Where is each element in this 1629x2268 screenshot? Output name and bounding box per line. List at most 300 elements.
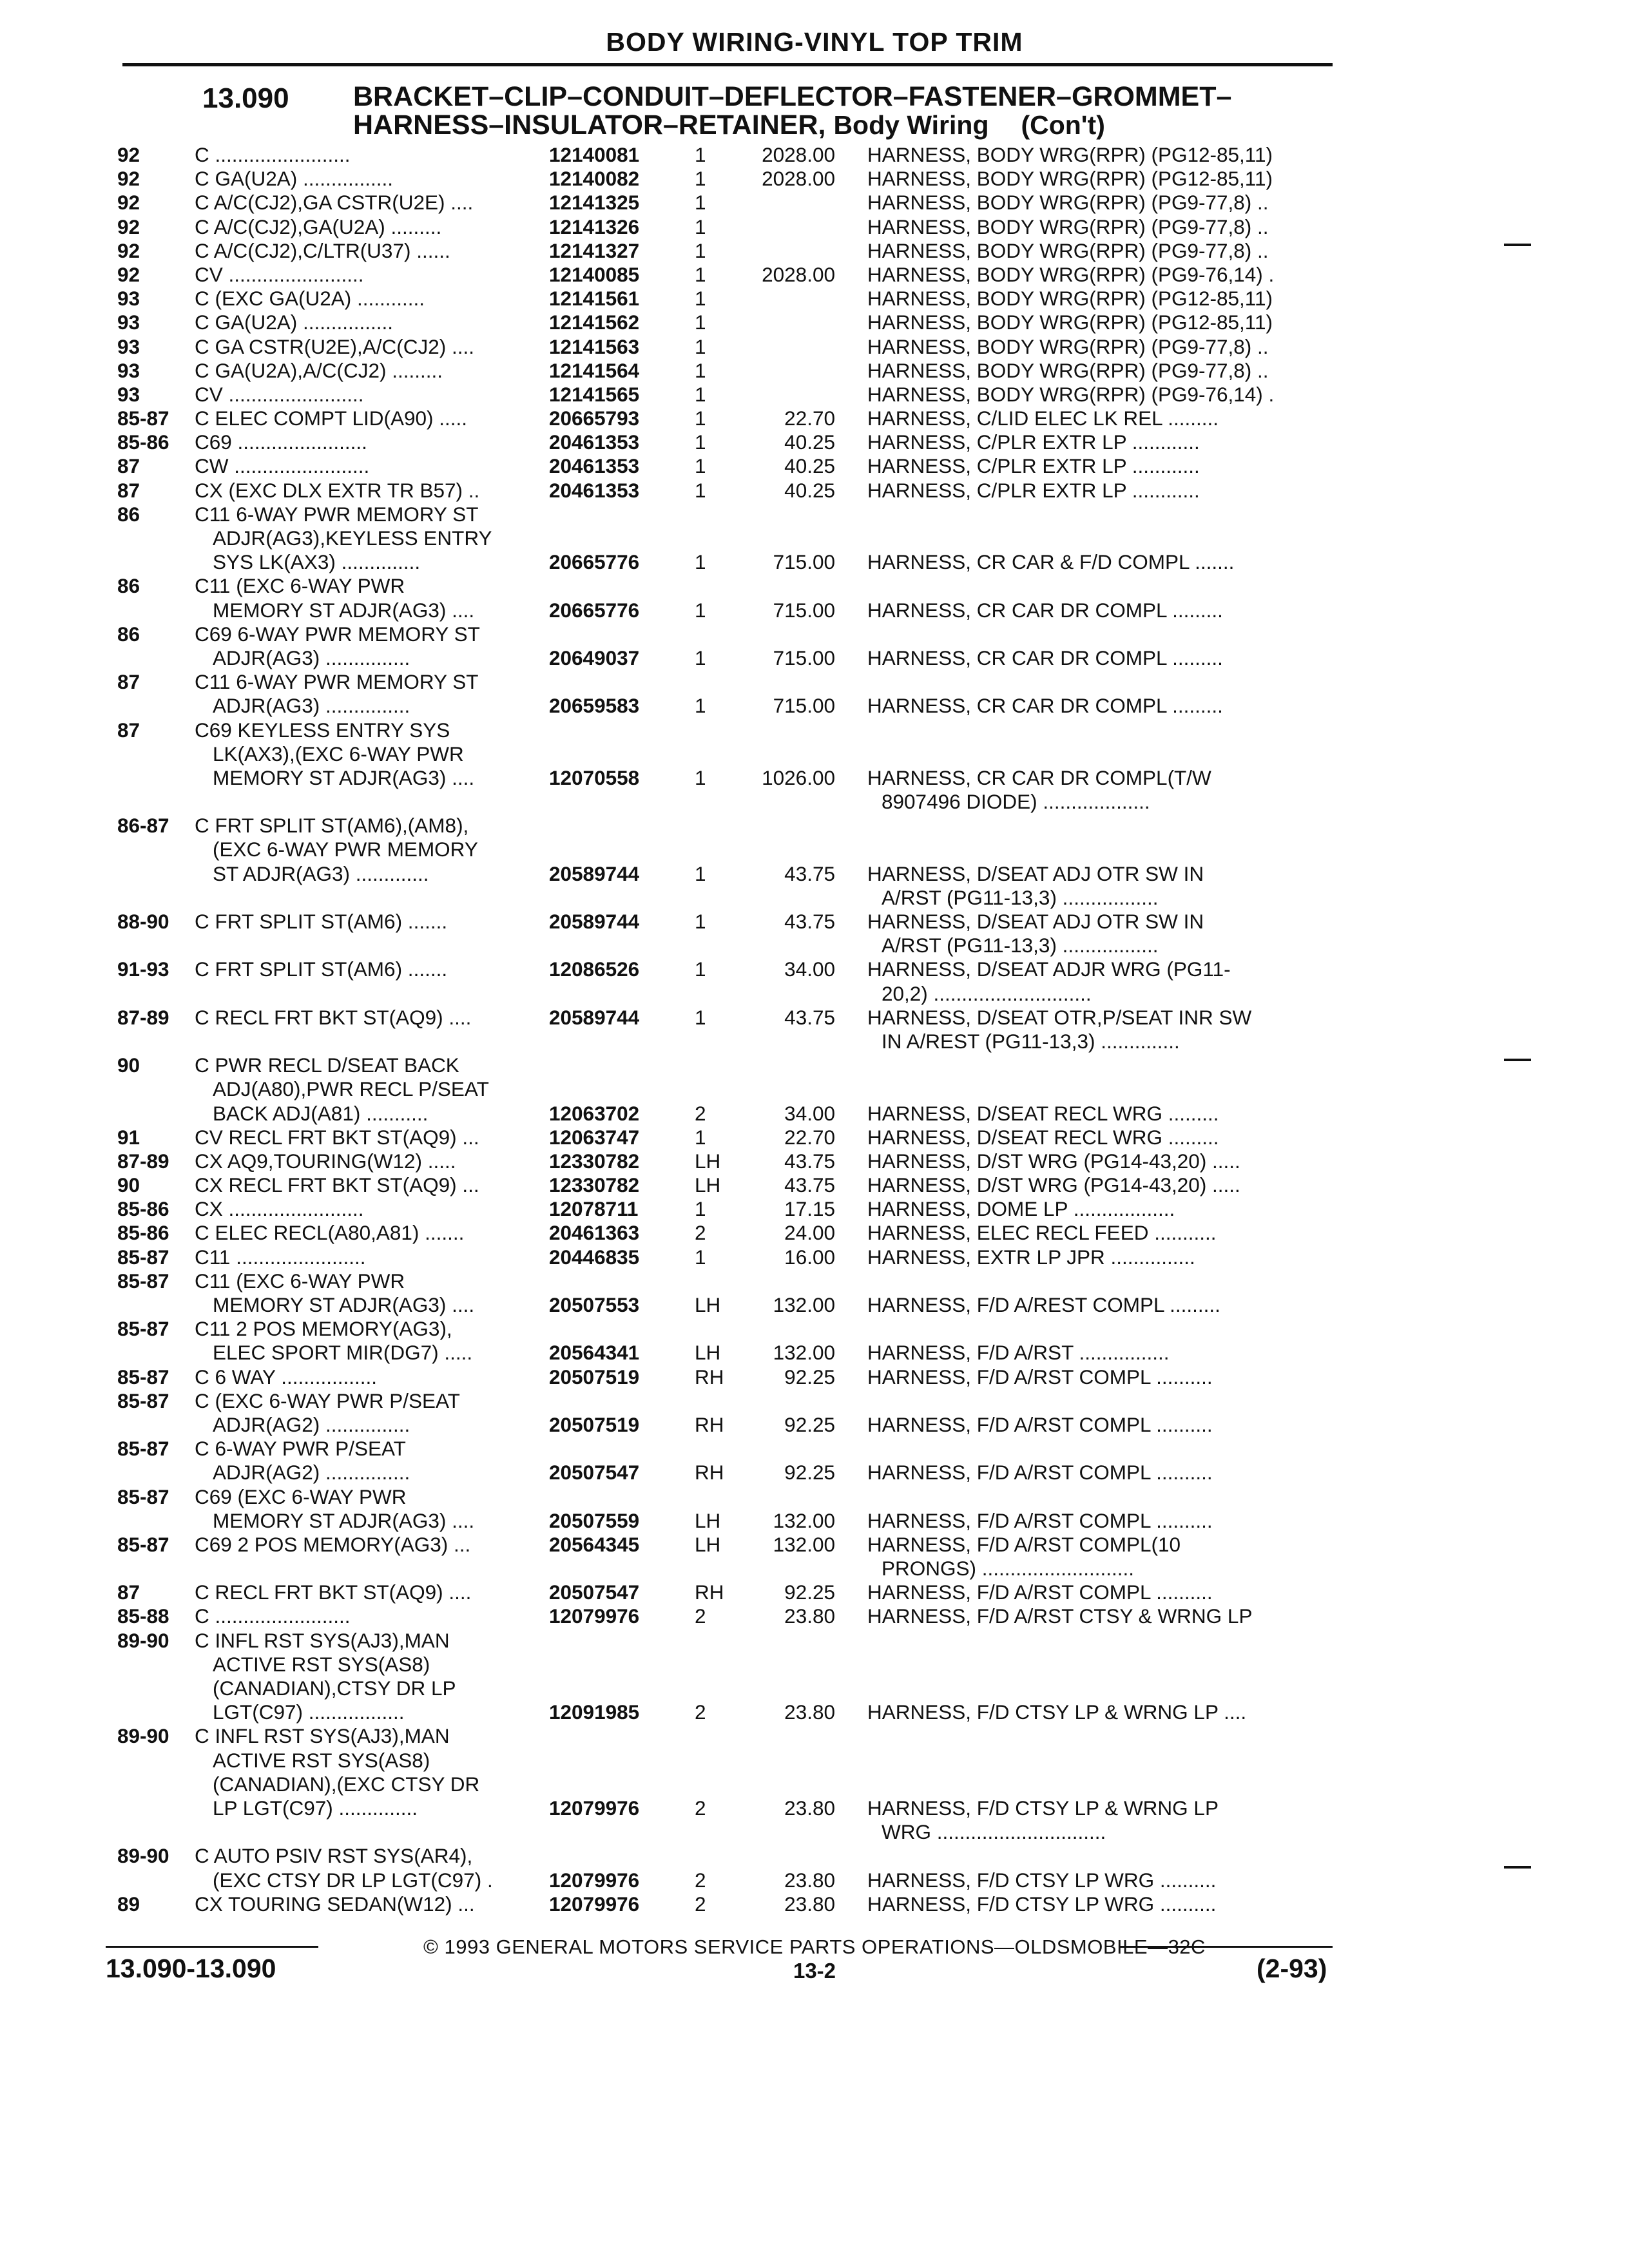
part-number: 12330782 bbox=[549, 1149, 640, 1173]
part-number: 20659583 bbox=[549, 694, 640, 718]
quantity: 1 bbox=[695, 358, 706, 382]
quantity: 2 bbox=[695, 1221, 706, 1245]
quantity: LH bbox=[695, 1173, 721, 1197]
table-row bbox=[0, 1677, 1629, 1700]
model-year: 85-87 bbox=[117, 1245, 169, 1269]
model-year: 85-86 bbox=[117, 430, 169, 454]
list-price: 43.75 bbox=[784, 1005, 835, 1029]
part-number: 20649037 bbox=[549, 646, 640, 669]
application-desc: (CANADIAN),CTSY DR LP bbox=[213, 1677, 456, 1700]
table-row bbox=[0, 1581, 1629, 1604]
part-name: HARNESS, CR CAR DR COMPL ......... bbox=[867, 646, 1223, 669]
part-number: 12140082 bbox=[549, 167, 640, 191]
part-name: IN A/REST (PG11-13,3) .............. bbox=[882, 1029, 1180, 1053]
quantity: 1 bbox=[695, 694, 706, 718]
application-desc: ADJR(AG3),KEYLESS ENTRY bbox=[213, 526, 492, 550]
model-year: 87 bbox=[117, 478, 140, 502]
table-row bbox=[0, 1053, 1629, 1077]
quantity: 1 bbox=[695, 765, 706, 789]
application-desc: C AUTO PSIV RST SYS(AR4), bbox=[195, 1844, 473, 1868]
table-row bbox=[0, 1126, 1629, 1149]
model-year: 91 bbox=[117, 1125, 140, 1149]
table-row bbox=[0, 407, 1629, 430]
table-row bbox=[0, 1317, 1629, 1341]
table-row bbox=[0, 1173, 1629, 1197]
table-row bbox=[0, 1245, 1629, 1269]
table-row bbox=[0, 646, 1629, 670]
table-row bbox=[0, 143, 1629, 167]
model-year: 85-86 bbox=[117, 1197, 169, 1221]
model-year: 90 bbox=[117, 1173, 140, 1197]
table-row bbox=[0, 1341, 1629, 1365]
list-price: 40.25 bbox=[784, 430, 835, 454]
table-row bbox=[0, 1773, 1629, 1796]
part-name: HARNESS, CR CAR & F/D COMPL ....... bbox=[867, 550, 1235, 574]
part-name: HARNESS, BODY WRG(RPR) (PG12-85,11) bbox=[867, 287, 1273, 311]
table-row bbox=[0, 454, 1629, 478]
list-price: 2028.00 bbox=[762, 262, 835, 286]
part-number: 12140085 bbox=[549, 262, 640, 286]
part-number: 12063747 bbox=[549, 1125, 640, 1149]
quantity: 1 bbox=[695, 238, 706, 262]
part-number: 20589744 bbox=[549, 910, 640, 933]
table-row bbox=[0, 550, 1629, 574]
table-row bbox=[0, 1102, 1629, 1126]
list-price: 92.25 bbox=[784, 1461, 835, 1485]
application-desc: CV RECL FRT BKT ST(AQ9) ... bbox=[195, 1125, 479, 1149]
application-desc: C GA(U2A),A/C(CJ2) ......... bbox=[195, 358, 443, 382]
table-row bbox=[0, 934, 1629, 957]
part-name: A/RST (PG11-13,3) ................. bbox=[882, 885, 1159, 909]
list-price: 16.00 bbox=[784, 1245, 835, 1269]
margin-mark bbox=[1504, 1059, 1531, 1061]
application-desc: ELEC SPORT MIR(DG7) ..... bbox=[213, 1341, 473, 1365]
part-number: 12079976 bbox=[549, 1796, 640, 1820]
table-row bbox=[0, 1629, 1629, 1653]
quantity: LH bbox=[695, 1508, 721, 1532]
model-year: 86-87 bbox=[117, 814, 169, 838]
section-title-line2-text: HARNESS–INSULATOR–RETAINER, bbox=[353, 110, 826, 140]
application-desc: (EXC CTSY DR LP LGT(C97) . bbox=[213, 1868, 493, 1892]
table-row bbox=[0, 838, 1629, 861]
table-row bbox=[0, 766, 1629, 790]
application-desc: C INFL RST SYS(AJ3),MAN bbox=[195, 1724, 450, 1748]
part-name: HARNESS, BODY WRG(RPR) (PG12-85,11) bbox=[867, 167, 1273, 191]
application-desc: C11 6-WAY PWR MEMORY ST bbox=[195, 502, 479, 526]
model-year: 85-87 bbox=[117, 1365, 169, 1389]
part-name: HARNESS, F/D A/RST COMPL(10 bbox=[867, 1532, 1181, 1556]
model-year: 93 bbox=[117, 382, 140, 406]
model-year: 87 bbox=[117, 670, 140, 694]
model-year: 93 bbox=[117, 334, 140, 358]
part-number: 20589744 bbox=[549, 861, 640, 885]
part-name: HARNESS, F/D CTSY LP & WRNG LP bbox=[867, 1796, 1219, 1820]
table-row bbox=[0, 1197, 1629, 1221]
quantity: RH bbox=[695, 1581, 724, 1604]
list-price: 24.00 bbox=[784, 1221, 835, 1245]
table-row bbox=[0, 215, 1629, 239]
part-number: 12079976 bbox=[549, 1892, 640, 1916]
list-price: 715.00 bbox=[773, 694, 835, 718]
table-row bbox=[0, 1796, 1629, 1820]
table-row bbox=[0, 359, 1629, 383]
model-year: 86 bbox=[117, 574, 140, 598]
table-row bbox=[0, 1293, 1629, 1317]
application-desc: C GA(U2A) ................ bbox=[195, 167, 394, 191]
application-desc: C INFL RST SYS(AJ3),MAN bbox=[195, 1628, 450, 1652]
quantity: 2 bbox=[695, 1892, 706, 1916]
part-number: 20564341 bbox=[549, 1341, 640, 1365]
application-desc: C69 KEYLESS ENTRY SYS bbox=[195, 718, 450, 742]
application-desc: ACTIVE RST SYS(AS8) bbox=[213, 1652, 430, 1676]
table-row bbox=[0, 718, 1629, 742]
part-name: HARNESS, D/ST WRG (PG14-43,20) ..... bbox=[867, 1173, 1240, 1197]
quantity: 1 bbox=[695, 215, 706, 238]
quantity: 1 bbox=[695, 957, 706, 981]
part-number: 12141564 bbox=[549, 358, 640, 382]
list-price: 22.70 bbox=[784, 1125, 835, 1149]
part-name: HARNESS, F/D A/RST COMPL .......... bbox=[867, 1365, 1213, 1389]
table-row bbox=[0, 1269, 1629, 1293]
part-name: HARNESS, BODY WRG(RPR) (PG9-77,8) .. bbox=[867, 215, 1269, 238]
table-row bbox=[0, 1006, 1629, 1030]
list-price: 43.75 bbox=[784, 910, 835, 933]
table-row bbox=[0, 1892, 1629, 1916]
list-price: 43.75 bbox=[784, 1173, 835, 1197]
quantity: LH bbox=[695, 1149, 721, 1173]
part-number: 12330782 bbox=[549, 1173, 640, 1197]
application-desc: LK(AX3),(EXC 6-WAY PWR bbox=[213, 742, 464, 765]
part-name: HARNESS, CR CAR DR COMPL(T/W bbox=[867, 765, 1211, 789]
table-row bbox=[0, 1844, 1629, 1868]
model-year: 89-90 bbox=[117, 1628, 169, 1652]
quantity: RH bbox=[695, 1461, 724, 1485]
table-row bbox=[0, 862, 1629, 886]
part-number: 20446835 bbox=[549, 1245, 640, 1269]
part-name: HARNESS, D/SEAT RECL WRG ......... bbox=[867, 1101, 1219, 1125]
application-desc: C FRT SPLIT ST(AM6) ....... bbox=[195, 910, 448, 933]
table-row bbox=[0, 311, 1629, 334]
part-name: HARNESS, C/LID ELEC LK REL ......... bbox=[867, 407, 1219, 430]
part-name: WRG .............................. bbox=[882, 1820, 1106, 1844]
list-price: 715.00 bbox=[773, 550, 835, 574]
application-desc: (EXC 6-WAY PWR MEMORY bbox=[213, 838, 478, 861]
section-subtitle: Body Wiring bbox=[833, 110, 989, 140]
part-name: HARNESS, D/SEAT ADJ OTR SW IN bbox=[867, 910, 1204, 933]
application-desc: ACTIVE RST SYS(AS8) bbox=[213, 1748, 430, 1772]
part-name: HARNESS, BODY WRG(RPR) (PG9-76,14) . bbox=[867, 382, 1275, 406]
application-desc: C ........................ bbox=[195, 143, 351, 166]
model-year: 85-87 bbox=[117, 1317, 169, 1341]
application-desc: CX ........................ bbox=[195, 1197, 364, 1221]
table-row bbox=[0, 814, 1629, 838]
application-desc: C FRT SPLIT ST(AM6) ....... bbox=[195, 957, 448, 981]
model-year: 85-88 bbox=[117, 1604, 169, 1628]
part-name: HARNESS, F/D A/RST COMPL .......... bbox=[867, 1412, 1213, 1436]
list-price: 17.15 bbox=[784, 1197, 835, 1221]
table-row bbox=[0, 335, 1629, 359]
quantity: LH bbox=[695, 1293, 721, 1316]
list-price: 132.00 bbox=[773, 1532, 835, 1556]
application-desc: C A/C(CJ2),GA(U2A) ......... bbox=[195, 215, 442, 238]
revision-date: (2-93) bbox=[1257, 1954, 1327, 1983]
application-desc: C 6-WAY PWR P/SEAT bbox=[195, 1437, 406, 1461]
application-desc: CX TOURING SEDAN(W12) ... bbox=[195, 1892, 475, 1916]
quantity: 1 bbox=[695, 143, 706, 166]
application-desc: C A/C(CJ2),C/LTR(U37) ...... bbox=[195, 238, 450, 262]
quantity: 1 bbox=[695, 1245, 706, 1269]
model-year: 89 bbox=[117, 1892, 140, 1916]
application-desc: C FRT SPLIT ST(AM6),(AM8), bbox=[195, 814, 469, 838]
model-year: 85-87 bbox=[117, 1437, 169, 1461]
model-year: 88-90 bbox=[117, 910, 169, 933]
application-desc: C11 (EXC 6-WAY PWR bbox=[195, 574, 405, 598]
part-name: HARNESS, DOME LP .................. bbox=[867, 1197, 1175, 1221]
table-row bbox=[0, 1724, 1629, 1748]
application-desc: CX (EXC DLX EXTR TR B57) .. bbox=[195, 478, 480, 502]
list-price: 43.75 bbox=[784, 1149, 835, 1173]
model-year: 86 bbox=[117, 622, 140, 646]
table-row bbox=[0, 622, 1629, 646]
table-row bbox=[0, 1749, 1629, 1773]
list-price: 34.00 bbox=[784, 957, 835, 981]
model-year: 92 bbox=[117, 238, 140, 262]
quantity: 1 bbox=[695, 287, 706, 311]
table-row bbox=[0, 1413, 1629, 1437]
model-year: 90 bbox=[117, 1053, 140, 1077]
part-name: HARNESS, BODY WRG(RPR) (PG12-85,11) bbox=[867, 143, 1273, 166]
model-year: 86 bbox=[117, 502, 140, 526]
model-year: 87 bbox=[117, 1581, 140, 1604]
part-number: 20461363 bbox=[549, 1221, 640, 1245]
part-number: 20564345 bbox=[549, 1532, 640, 1556]
part-name: HARNESS, D/ST WRG (PG14-43,20) ..... bbox=[867, 1149, 1240, 1173]
table-row bbox=[0, 1700, 1629, 1724]
application-desc: ADJR(AG2) ............... bbox=[213, 1461, 410, 1485]
table-row bbox=[0, 1030, 1629, 1053]
part-name: A/RST (PG11-13,3) ................. bbox=[882, 934, 1159, 957]
part-number: 12091985 bbox=[549, 1700, 640, 1724]
model-year: 87 bbox=[117, 454, 140, 478]
quantity: 1 bbox=[695, 191, 706, 215]
application-desc: (CANADIAN),(EXC CTSY DR bbox=[213, 1772, 480, 1796]
table-row bbox=[0, 982, 1629, 1006]
table-row bbox=[0, 1869, 1629, 1892]
page-number: 13-2 bbox=[793, 1959, 836, 1983]
quantity: 1 bbox=[695, 1197, 706, 1221]
list-price: 23.80 bbox=[784, 1700, 835, 1724]
copyright-notice: © 1993 GENERAL MOTORS SERVICE PARTS OPERATIONS—OLDSMOBILE—32C bbox=[423, 1936, 1206, 1958]
quantity: 1 bbox=[695, 334, 706, 358]
list-price: 715.00 bbox=[773, 598, 835, 622]
application-desc: C ........................ bbox=[195, 1604, 351, 1628]
model-year: 92 bbox=[117, 262, 140, 286]
part-number: 20589744 bbox=[549, 1005, 640, 1029]
model-year: 89-90 bbox=[117, 1844, 169, 1868]
part-number: 12141325 bbox=[549, 191, 640, 215]
section-title bbox=[353, 82, 1231, 139]
application-desc: C69 2 POS MEMORY(AG3) ... bbox=[195, 1532, 471, 1556]
list-price: 92.25 bbox=[784, 1365, 835, 1389]
page-title: BODY WIRING-VINYL TOP TRIM bbox=[606, 27, 1023, 57]
quantity: 1 bbox=[695, 454, 706, 478]
table-row bbox=[0, 1533, 1629, 1557]
part-name: HARNESS, CR CAR DR COMPL ......... bbox=[867, 694, 1223, 718]
model-year: 91-93 bbox=[117, 957, 169, 981]
margin-mark bbox=[1504, 244, 1531, 246]
part-number: 20665776 bbox=[549, 550, 640, 574]
part-name: HARNESS, ELEC RECL FEED ........... bbox=[867, 1221, 1217, 1245]
part-number: 20507519 bbox=[549, 1412, 640, 1436]
application-desc: C69 (EXC 6-WAY PWR bbox=[195, 1485, 407, 1508]
quantity: 1 bbox=[695, 167, 706, 191]
quantity: 2 bbox=[695, 1796, 706, 1820]
application-desc: ADJR(AG3) ............... bbox=[213, 646, 410, 669]
model-year: 93 bbox=[117, 311, 140, 334]
table-row bbox=[0, 910, 1629, 934]
list-price: 92.25 bbox=[784, 1581, 835, 1604]
table-row bbox=[0, 263, 1629, 287]
application-desc: C RECL FRT BKT ST(AQ9) .... bbox=[195, 1581, 472, 1604]
model-year: 85-87 bbox=[117, 1532, 169, 1556]
model-year: 93 bbox=[117, 358, 140, 382]
model-year: 92 bbox=[117, 143, 140, 166]
application-desc: CW ........................ bbox=[195, 454, 370, 478]
section-title-line1: BRACKET–CLIP–CONDUIT–DEFLECTOR–FASTENER–GROMMET– bbox=[353, 81, 1232, 112]
header-rule bbox=[122, 63, 1333, 66]
application-desc: C11 6-WAY PWR MEMORY ST bbox=[195, 670, 479, 694]
quantity: 1 bbox=[695, 478, 706, 502]
model-year: 87-89 bbox=[117, 1149, 169, 1173]
part-number: 20665793 bbox=[549, 407, 640, 430]
part-name: HARNESS, F/D A/RST COMPL .......... bbox=[867, 1581, 1213, 1604]
list-price: 43.75 bbox=[784, 861, 835, 885]
table-row bbox=[0, 239, 1629, 263]
part-number: 12141561 bbox=[549, 287, 640, 311]
section-range: 13.090-13.090 bbox=[106, 1954, 276, 1983]
list-price: 2028.00 bbox=[762, 143, 835, 166]
part-number: 12078711 bbox=[549, 1197, 639, 1221]
part-name: HARNESS, EXTR LP JPR ............... bbox=[867, 1245, 1195, 1269]
quantity: 1 bbox=[695, 1005, 706, 1029]
table-row bbox=[0, 1820, 1629, 1844]
part-name: HARNESS, BODY WRG(RPR) (PG9-76,14) . bbox=[867, 262, 1275, 286]
application-desc: ADJ(A80),PWR RECL P/SEAT bbox=[213, 1077, 489, 1101]
part-name: HARNESS, F/D CTSY LP WRG .......... bbox=[867, 1868, 1217, 1892]
application-desc: ADJR(AG3) ............... bbox=[213, 694, 410, 718]
part-number: 12086526 bbox=[549, 957, 640, 981]
part-name: 20,2) ............................ bbox=[882, 981, 1092, 1005]
part-number: 12070558 bbox=[549, 765, 640, 789]
part-name: HARNESS, F/D A/REST COMPL ......... bbox=[867, 1293, 1220, 1316]
part-name: HARNESS, BODY WRG(RPR) (PG9-77,8) .. bbox=[867, 334, 1269, 358]
table-row bbox=[0, 503, 1629, 526]
table-row bbox=[0, 287, 1629, 311]
quantity: 1 bbox=[695, 861, 706, 885]
part-name: HARNESS, BODY WRG(RPR) (PG9-77,8) .. bbox=[867, 358, 1269, 382]
table-row bbox=[0, 670, 1629, 694]
table-row bbox=[0, 599, 1629, 622]
table-row bbox=[0, 1389, 1629, 1413]
list-price: 23.80 bbox=[784, 1796, 835, 1820]
quantity: 2 bbox=[695, 1101, 706, 1125]
application-desc: C11 2 POS MEMORY(AG3), bbox=[195, 1317, 452, 1341]
part-name: HARNESS, BODY WRG(RPR) (PG12-85,11) bbox=[867, 311, 1273, 334]
quantity: 1 bbox=[695, 550, 706, 574]
part-number: 20461353 bbox=[549, 430, 640, 454]
table-row bbox=[0, 1485, 1629, 1509]
part-number: 20461353 bbox=[549, 478, 640, 502]
table-row bbox=[0, 1557, 1629, 1581]
application-desc: LGT(C97) ................. bbox=[213, 1700, 405, 1724]
quantity: 1 bbox=[695, 430, 706, 454]
application-desc: C (EXC GA(U2A) ............ bbox=[195, 287, 425, 311]
part-number: 12079976 bbox=[549, 1868, 640, 1892]
part-number: 20461353 bbox=[549, 454, 640, 478]
part-number: 12141326 bbox=[549, 215, 640, 238]
application-desc: CX AQ9,TOURING(W12) ..... bbox=[195, 1149, 456, 1173]
table-row bbox=[0, 886, 1629, 910]
table-row bbox=[0, 1221, 1629, 1245]
model-year: 87-89 bbox=[117, 1005, 169, 1029]
list-price: 132.00 bbox=[773, 1508, 835, 1532]
application-desc: ADJR(AG2) ............... bbox=[213, 1412, 410, 1436]
application-desc: MEMORY ST ADJR(AG3) .... bbox=[213, 598, 475, 622]
model-year: 92 bbox=[117, 167, 140, 191]
application-desc: C69 ....................... bbox=[195, 430, 367, 454]
list-price: 40.25 bbox=[784, 454, 835, 478]
part-number: 12141562 bbox=[549, 311, 640, 334]
model-year: 93 bbox=[117, 287, 140, 311]
list-price: 22.70 bbox=[784, 407, 835, 430]
model-year: 92 bbox=[117, 191, 140, 215]
model-year: 85-87 bbox=[117, 407, 169, 430]
model-year: 85-87 bbox=[117, 1485, 169, 1508]
application-desc: MEMORY ST ADJR(AG3) .... bbox=[213, 765, 475, 789]
model-year: 85-87 bbox=[117, 1389, 169, 1412]
table-row bbox=[0, 1509, 1629, 1533]
part-name: HARNESS, F/D A/RST COMPL .......... bbox=[867, 1508, 1213, 1532]
part-name: HARNESS, D/SEAT ADJR WRG (PG11- bbox=[867, 957, 1231, 981]
application-desc: C GA(U2A) ................ bbox=[195, 311, 394, 334]
table-row bbox=[0, 574, 1629, 598]
quantity: 1 bbox=[695, 407, 706, 430]
table-row bbox=[0, 1437, 1629, 1461]
parts-table bbox=[0, 143, 1629, 1916]
list-price: 23.80 bbox=[784, 1604, 835, 1628]
application-desc: MEMORY ST ADJR(AG3) .... bbox=[213, 1293, 475, 1316]
part-number: 20507553 bbox=[549, 1293, 640, 1316]
quantity: LH bbox=[695, 1341, 721, 1365]
part-name: HARNESS, C/PLR EXTR LP ............ bbox=[867, 454, 1200, 478]
margin-mark bbox=[1504, 1866, 1531, 1869]
table-row bbox=[0, 957, 1629, 981]
application-desc: C RECL FRT BKT ST(AQ9) .... bbox=[195, 1005, 472, 1029]
quantity: RH bbox=[695, 1412, 724, 1436]
list-price: 715.00 bbox=[773, 646, 835, 669]
application-desc: CX RECL FRT BKT ST(AQ9) ... bbox=[195, 1173, 479, 1197]
part-number: 12141565 bbox=[549, 382, 640, 406]
application-desc: C GA CSTR(U2E),A/C(CJ2) .... bbox=[195, 334, 475, 358]
table-row bbox=[0, 1365, 1629, 1389]
list-price: 1026.00 bbox=[762, 765, 835, 789]
table-row bbox=[0, 790, 1629, 814]
part-name: HARNESS, F/D A/RST COMPL .......... bbox=[867, 1461, 1213, 1485]
table-row bbox=[0, 1077, 1629, 1101]
part-name: HARNESS, BODY WRG(RPR) (PG9-77,8) .. bbox=[867, 238, 1269, 262]
table-row bbox=[0, 167, 1629, 191]
model-year: 89-90 bbox=[117, 1724, 169, 1748]
